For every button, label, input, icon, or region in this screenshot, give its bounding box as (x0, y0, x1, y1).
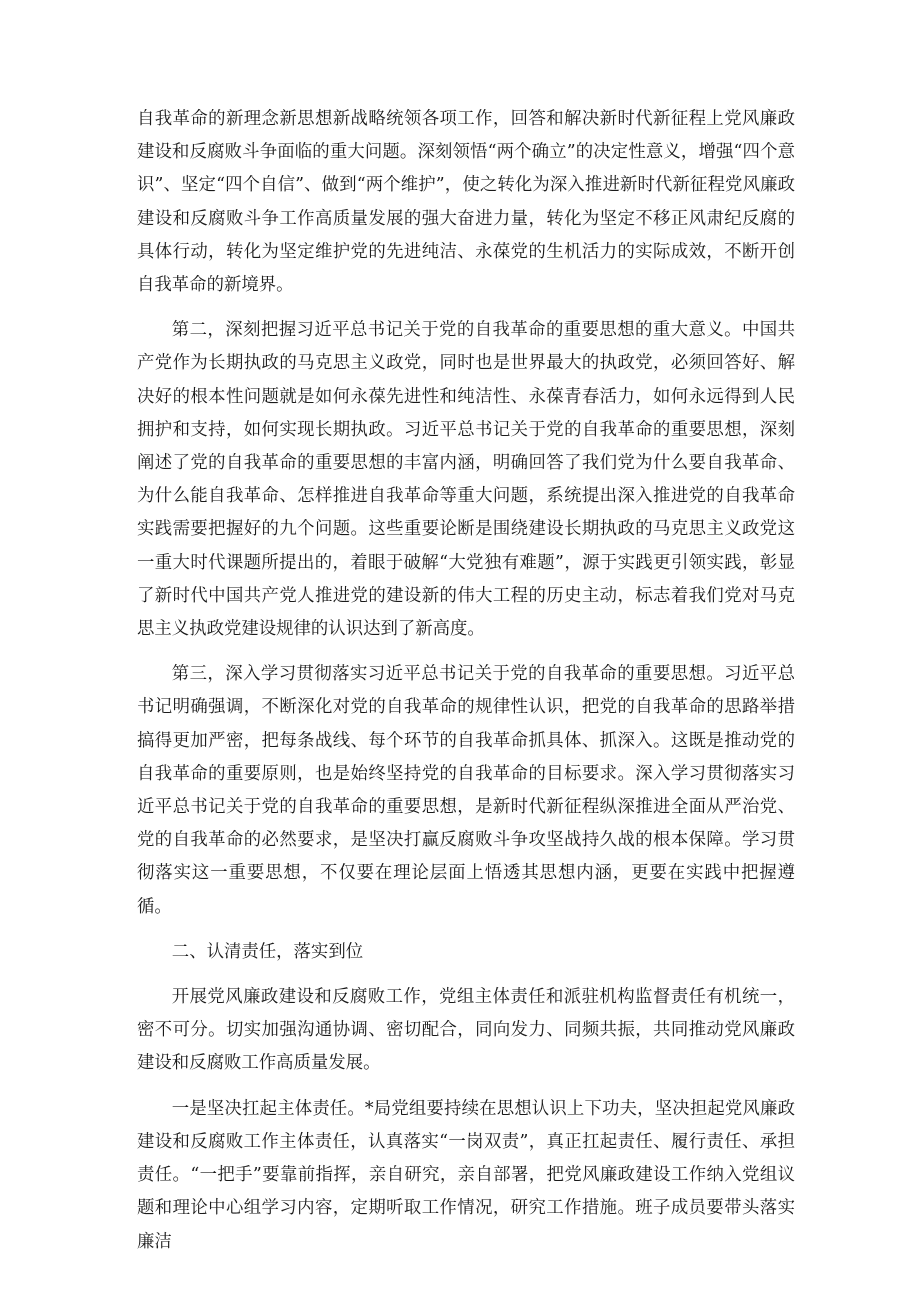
paragraph-1: 自我革命的新理念新思想新战略统领各项工作，回答和解决新时代新征程上党风廉政建设和反腐败斗争面临的重大问题。深刻领悟“两个确立”的决定性意义，增强“四个意识”、坚定“四个自信”、做到“两个维护”，使之转化为深入推进新时代新征程党风廉政建设和反腐败斗争工作高质量发展的强大奋进力量，转化为坚定不移正风肃纪反腐的具体行动，转化为坚定维护党的先进纯洁、永葆党的生机活力的实际成效，不断开创自我革命的新境界。 (137, 109, 795, 296)
section-heading: 二、认清责任，落实到位 (171, 941, 364, 962)
document-body (137, 103, 795, 1271)
paragraph-3: 第三，深入学习贯彻落实习近平总书记关于党的自我革命的重要思想。习近平总书记明确强调，不断深化对党的自我革命的规律性认识，把党的自我革命的思路举措搞得更加严密，把每条战线、每个环节的自我革命抓具体、抓深入。这既是推动党的自我革命的重要原则，也是始终坚持党的自我革命的目标要求。深入学习贯彻落实习近平总书记关于党的自我革命的重要思想，是新时代新征程纵深推进全面从严治党、党的自我革命的必然要求，是坚决打赢反腐败斗争攻坚战持久战的根本保障。学习贯彻落实这一重要思想，不仅要在理论层面上悟透其思想内涵，更要在实践中把握遵循。 (137, 664, 795, 917)
paragraph-4: 开展党风廉政建设和反腐败工作，党组主体责任和派驻机构监督责任有机统一，密不可分。切实加强沟通协调、密切配合，同向发力、同频共振，共同推动党风廉政建设和反腐败工作高质量发展。 (137, 987, 795, 1074)
paragraph-2: 第二，深刻把握习近平总书记关于党的自我革命的重要思想的重大意义。中国共产党作为长期执政的马克思主义政党，同时也是世界最大的执政党，必须回答好、解决好的根本性问题就是如何永葆先进性和纯洁性、永葆青春活力，如何永远得到人民拥护和支持，如何实现长期执政。习近平总书记关于党的自我革命的重要思想，深刻阐述了党的自我革命的重要思想的丰富内涵，明确回答了我们党为什么要自我革命、为什么能自我革命、怎样推进自我革命等重大问题，系统提出深入推进党的自我革命实践需要把握好的九个问题。这些重要论断是围绕建设长期执政的马克思主义政党这一重大时代课题所提出的，着眼于破解“大党独有难题”，源于实践更引领实践，彰显了新时代中国共产党人推进党的建设新的伟大工程的历史主动，标志着我们党对马克思主义执政党建设规律的认识达到了新高度。 (137, 320, 795, 640)
paragraph-5: 一是坚决扛起主体责任。*局党组要持续在思想认识上下功夫，坚决担起党风廉政建设和反腐败工作主体责任，认真落实“一岗双责”，真正扛起责任、履行责任、承担责任。“一把手”要靠前指挥，亲自研究，亲自部署，把党风廉政建设工作纳入党组议题和理论中心组学习内容，定期听取工作情况，研究工作措施。班子成员要带头落实廉洁 (137, 1098, 795, 1252)
